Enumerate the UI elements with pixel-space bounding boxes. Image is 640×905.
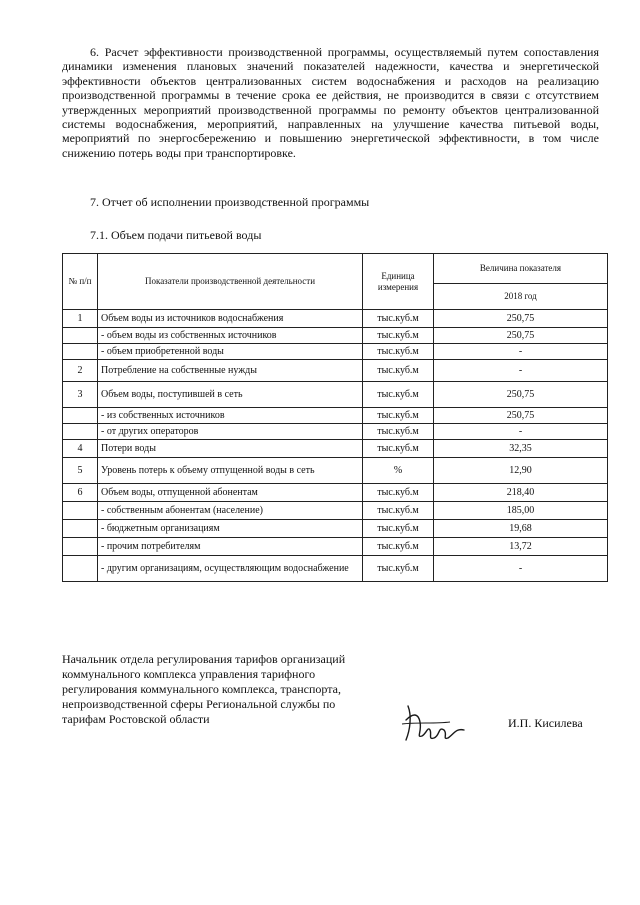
cell-value: - (434, 424, 608, 440)
table-row (63, 538, 608, 556)
table-row (63, 484, 608, 502)
table-row (63, 360, 608, 382)
cell-name: - от других операторов (98, 424, 363, 440)
cell-num: 4 (63, 440, 98, 458)
cell-value: 250,75 (434, 408, 608, 424)
table-row (63, 520, 608, 538)
cell-unit: тыс.куб.м (363, 556, 434, 582)
header-unit: Единица измерения (363, 254, 434, 310)
cell-num (63, 538, 98, 556)
header-value: Величина показателя (434, 254, 608, 284)
header-num: № п/п (63, 254, 98, 310)
cell-value: 13,72 (434, 538, 608, 556)
cell-value: 32,35 (434, 440, 608, 458)
cell-num (63, 328, 98, 344)
paragraph-6 (62, 45, 599, 160)
cell-name: Объем воды из источников водоснабжения (98, 310, 363, 328)
table-row (63, 424, 608, 440)
cell-name: - бюджетным организациям (98, 520, 363, 538)
cell-unit: тыс.куб.м (363, 382, 434, 408)
cell-num: 2 (63, 360, 98, 382)
cell-name: - прочим потребителям (98, 538, 363, 556)
cell-name: - из собственных источников (98, 408, 363, 424)
cell-unit: % (363, 458, 434, 484)
cell-unit: тыс.куб.м (363, 360, 434, 382)
cell-value: 250,75 (434, 328, 608, 344)
cell-unit: тыс.куб.м (363, 408, 434, 424)
cell-unit: тыс.куб.м (363, 424, 434, 440)
table-row (63, 328, 608, 344)
cell-num (63, 556, 98, 582)
table-row (63, 458, 608, 484)
cell-name: - объем приобретенной воды (98, 344, 363, 360)
section-7-title: 7. Отчет об исполнении производственной программы (90, 195, 370, 209)
handwritten-signature (398, 700, 468, 746)
table-row (63, 502, 608, 520)
cell-unit: тыс.куб.м (363, 520, 434, 538)
cell-num (63, 408, 98, 424)
cell-unit: тыс.куб.м (363, 484, 434, 502)
table-row (63, 310, 608, 328)
cell-name: Объем воды, поступившей в сеть (98, 382, 363, 408)
cell-value: 185,00 (434, 502, 608, 520)
cell-num (63, 520, 98, 538)
cell-unit: тыс.куб.м (363, 538, 434, 556)
signature-position: Начальник отдела регулирования тарифов организаций коммунального комплекса управления тарифного регулирования коммунального комплекса, транспорта, непроизводственной сферы Региональной службы по тарифам Ростовской области (62, 652, 346, 726)
table-row (63, 556, 608, 582)
cell-num: 3 (63, 382, 98, 408)
header-year: 2018 год (434, 284, 608, 310)
cell-name: - другим организациям, осуществляющим водоснабжение (98, 556, 363, 582)
table-row (63, 344, 608, 360)
cell-value: 218,40 (434, 484, 608, 502)
water-supply-table (62, 253, 608, 582)
cell-name: - собственным абонентам (население) (98, 502, 363, 520)
cell-unit: тыс.куб.м (363, 502, 434, 520)
cell-num: 6 (63, 484, 98, 502)
cell-value: - (434, 344, 608, 360)
cell-value: 12,90 (434, 458, 608, 484)
signature-name: И.П. Кисилева (508, 716, 583, 730)
header-indicator: Показатели производственной деятельности (98, 254, 363, 310)
cell-name: Потребление на собственные нужды (98, 360, 363, 382)
paragraph-6-text: 6. Расчет эффективности производственной программы, осуществляемый путем сопоставления динамики изменения плановых значений показателей надежности, качества и энергетической эффективности объектов централизованных систем водоснабжения и расходов на реализацию производственной программы в течение срока ее действия, не производится в связи с отсутствием утвержденных мероприятий производственной программы по ремонту объектов централизованной системы водоснабжения, мероприятий, направленных на улучшение качества питьевой воды, мероприятий по энергосбережению и повышению энергетической эффективности, в том числе снижению потерь воды при транспортировке. (62, 45, 599, 160)
cell-value: - (434, 360, 608, 382)
table-row (63, 382, 608, 408)
cell-num: 5 (63, 458, 98, 484)
cell-num (63, 502, 98, 520)
cell-name: Уровень потерь к объему отпущенной воды в сеть (98, 458, 363, 484)
cell-value: 250,75 (434, 310, 608, 328)
cell-unit: тыс.куб.м (363, 344, 434, 360)
cell-unit: тыс.куб.м (363, 440, 434, 458)
section-7-1-title: 7.1. Объем подачи питьевой воды (90, 228, 262, 242)
cell-value: 250,75 (434, 382, 608, 408)
cell-num: 1 (63, 310, 98, 328)
cell-name: Потери воды (98, 440, 363, 458)
cell-unit: тыс.куб.м (363, 310, 434, 328)
cell-num (63, 424, 98, 440)
table-row (63, 440, 608, 458)
cell-value: 19,68 (434, 520, 608, 538)
cell-num (63, 344, 98, 360)
table-row (63, 408, 608, 424)
cell-name: - объем воды из собственных источников (98, 328, 363, 344)
cell-unit: тыс.куб.м (363, 328, 434, 344)
cell-value: - (434, 556, 608, 582)
cell-name: Объем воды, отпущенной абонентам (98, 484, 363, 502)
